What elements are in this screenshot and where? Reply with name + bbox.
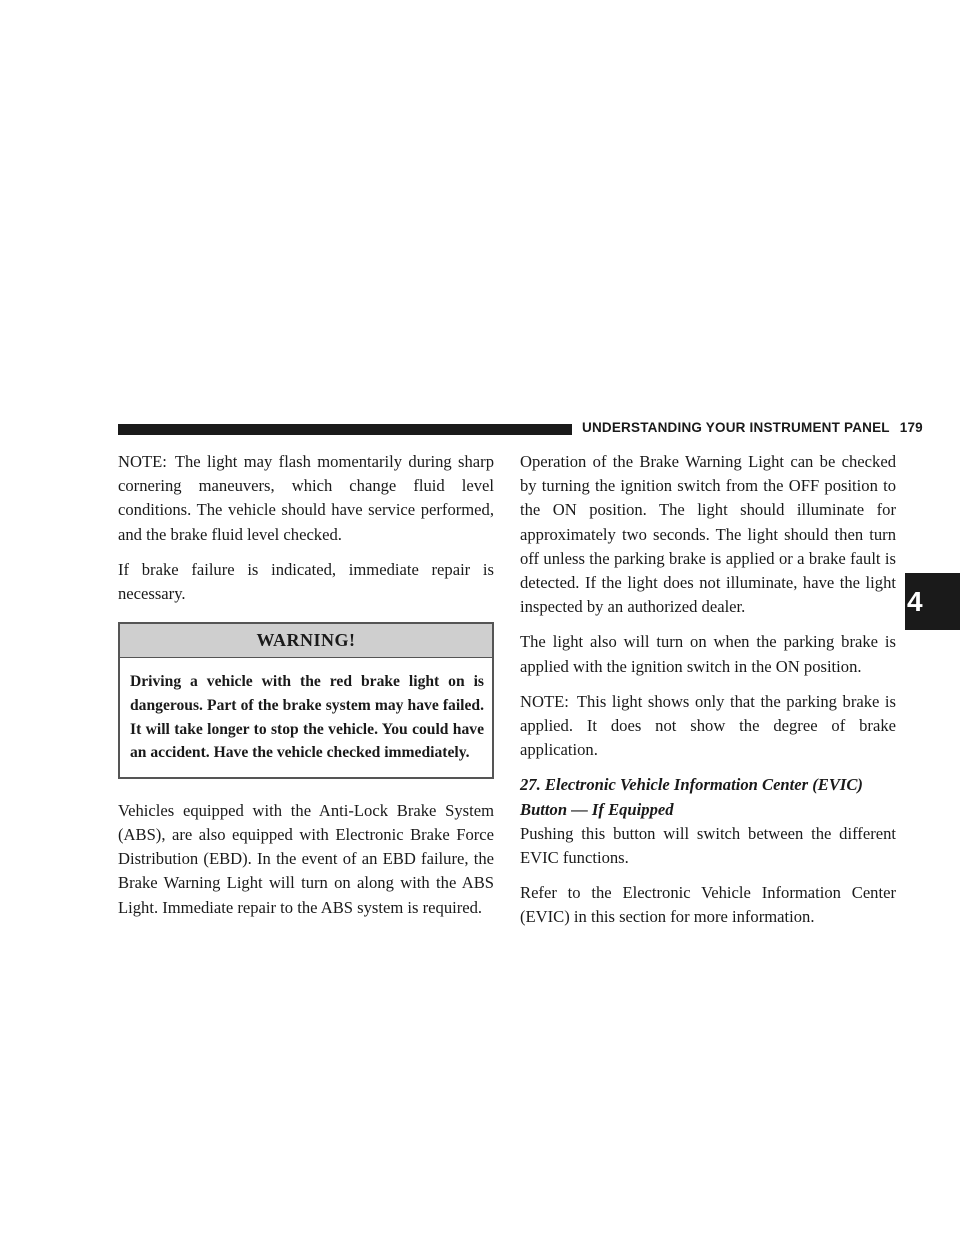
chapter-tab: 4 [905,573,960,630]
note-text: The light may flash momentarily during sharp cornering maneuvers, which change fluid level conditions. The vehicle should have service performed, and the brake fluid level checked. [118,452,494,544]
note-text: This light shows only that the parking brake is applied. It does not show the degree of brake application. [520,691,896,760]
note-label: NOTE: [118,452,167,471]
section-heading [520,773,896,821]
warning-body: Driving a vehicle with the red brake light on is dangerous. Part of the brake system may have failed. It will take longer to stop the vehicle. You could have an accident. Have the vehicle checked immediately. [130,673,484,762]
header-rule [118,424,572,435]
parking-brake-paragraph: The light also will turn on when the parking brake is applied with the ignition switch in the ON position. [520,632,896,676]
operation-paragraph: Operation of the Brake Warning Light can be checked by turning the ignition switch from the OFF position to the ON position. The light should illuminate for approximately two seconds. The light should then turn off unless the parking brake is applied or a brake fault is detected. If the light does not illuminate, have the light inspected by an authorized dealer. [520,452,896,617]
warning-box [118,622,494,779]
right-column [520,450,896,941]
page-number: 179 [899,420,923,435]
refer-paragraph: Refer to the Electronic Vehicle Information Center (EVIC) in this section for more information. [520,883,896,927]
evic-button-paragraph: Pushing this button will switch between the different EVIC functions. [520,823,896,868]
heading-line: Button — If Equipped [520,799,674,819]
note-paragraph [118,450,494,547]
warning-title: WARNING! [120,624,492,658]
note-paragraph [520,690,896,763]
note-label: NOTE: [520,691,569,711]
section-title: UNDERSTANDING YOUR INSTRUMENT PANEL [582,420,890,435]
brake-failure-paragraph: If brake failure is indicated, immediate repair is necessary. [118,559,494,604]
running-header [582,420,923,435]
abs-paragraph: Vehicles equipped with the Anti-Lock Brake System (ABS), are also equipped with Electronic Brake Force Distribution (EBD). In the event of an EBD failure, the Brake Warning Light will turn on along with the ABS Light. Immediate repair to the ABS system is required. [118,800,494,917]
heading-line: 27. Electronic Vehicle Information Center (EVIC) [520,775,863,795]
left-column [118,450,494,931]
